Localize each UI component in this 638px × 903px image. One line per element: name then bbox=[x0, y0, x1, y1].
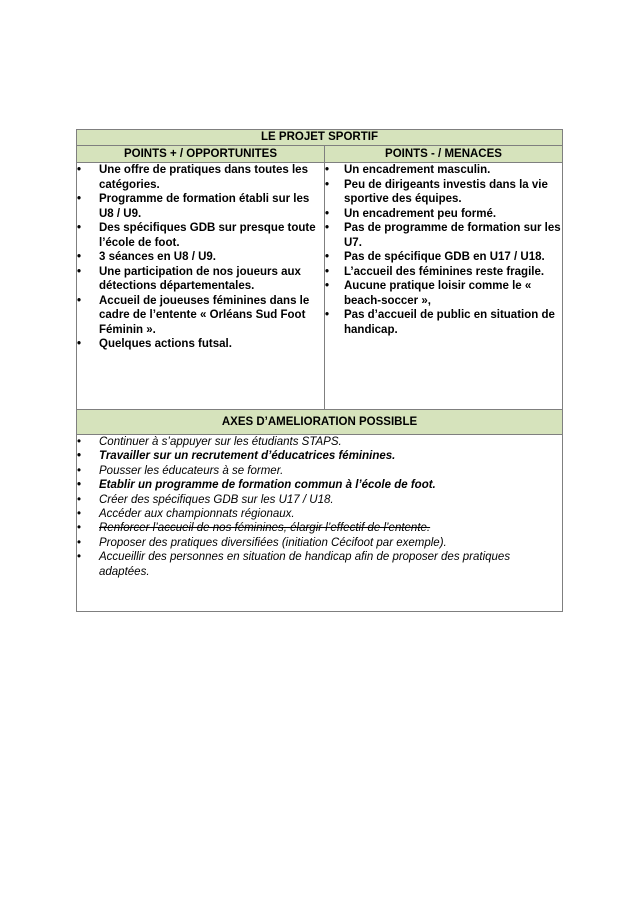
bullet-icon: • bbox=[325, 164, 330, 176]
list-item-text: Accéder aux championnats régionaux. bbox=[99, 508, 295, 521]
list-item-text: Un encadrement peu formé. bbox=[344, 207, 497, 220]
points-plus-cell bbox=[77, 163, 325, 410]
list-item-text: Aucune pratique loisir comme le « beach-soccer », bbox=[344, 280, 532, 307]
list-item bbox=[77, 250, 324, 265]
axes-cell bbox=[77, 435, 563, 612]
list-item bbox=[77, 294, 324, 338]
list-item bbox=[325, 279, 562, 308]
bullet-icon: • bbox=[77, 222, 82, 234]
points-minus-header: POINTS - / MENACES bbox=[325, 146, 563, 163]
list-item bbox=[325, 163, 562, 178]
list-item bbox=[77, 435, 562, 449]
list-item-text: Etablir un programme de formation commun à l’école de foot. bbox=[99, 479, 436, 492]
bullet-icon: • bbox=[77, 493, 82, 506]
list-item bbox=[77, 221, 324, 250]
list-item bbox=[77, 163, 324, 192]
list-item bbox=[77, 449, 562, 463]
bullet-icon: • bbox=[77, 265, 82, 278]
list-item-text: L’accueil des féminines reste fragile. bbox=[344, 265, 545, 278]
list-item bbox=[325, 308, 562, 337]
axes-title-row bbox=[77, 410, 563, 435]
content-row bbox=[77, 163, 563, 410]
bullet-icon: • bbox=[325, 178, 330, 191]
bullet-icon: • bbox=[77, 522, 82, 535]
list-item-text: Programme de formation établi sur les U8 / U9. bbox=[99, 193, 310, 220]
bullet-icon: • bbox=[77, 464, 82, 477]
bullet-icon: • bbox=[77, 164, 82, 176]
list-item-text: Accueillir des personnes en situation de handicap afin de proposer des pratiques adaptées. bbox=[99, 551, 511, 578]
points-minus-list bbox=[325, 163, 562, 337]
document-page bbox=[76, 129, 562, 612]
list-item bbox=[325, 178, 562, 207]
bullet-icon: • bbox=[77, 251, 82, 263]
list-item-text: Pas d’accueil de public en situation de handicap. bbox=[344, 309, 555, 336]
list-item-text: Pas de spécifique GDB en U17 / U18. bbox=[344, 251, 545, 263]
list-item bbox=[77, 536, 562, 550]
list-item-text: Renforcer l’accueil de nos féminines, élargir l’effectif de l’entente. bbox=[99, 522, 431, 535]
bullet-icon: • bbox=[325, 251, 330, 263]
sport-project-table bbox=[76, 129, 563, 612]
list-item bbox=[77, 478, 562, 492]
bullet-icon: • bbox=[77, 479, 82, 492]
list-item-text: Un encadrement masculin. bbox=[344, 164, 491, 176]
bullet-icon: • bbox=[77, 450, 82, 463]
list-item-text: Une participation de nos joueurs aux détections départementales. bbox=[99, 265, 301, 292]
axes-list bbox=[77, 435, 562, 579]
bullet-icon: • bbox=[325, 265, 330, 278]
bullet-icon: • bbox=[77, 508, 82, 521]
bullet-icon: • bbox=[325, 222, 330, 234]
bullet-icon: • bbox=[77, 551, 82, 564]
list-item-text: Pousser les éducateurs à se former. bbox=[99, 464, 284, 477]
list-item bbox=[77, 337, 324, 352]
list-item-text: Peu de dirigeants investis dans la vie sportive des équipes. bbox=[344, 178, 548, 205]
bullet-icon: • bbox=[325, 207, 330, 220]
axes-title: AXES D’AMELIORATION POSSIBLE bbox=[77, 410, 563, 435]
list-item bbox=[77, 265, 324, 294]
list-item bbox=[77, 493, 562, 507]
list-item bbox=[77, 507, 562, 521]
list-item bbox=[325, 207, 562, 222]
title-row bbox=[77, 130, 563, 146]
column-header-row bbox=[77, 146, 563, 163]
list-item-text: Accueil de joueuses féminines dans le cadre de l’entente « Orléans Sud Foot Féminin ». bbox=[99, 294, 310, 336]
bullet-icon: • bbox=[325, 280, 330, 292]
list-item bbox=[77, 550, 562, 579]
list-item-text: Quelques actions futsal. bbox=[99, 338, 232, 350]
list-item-text: Créer des spécifiques GDB sur les U17 / U18. bbox=[99, 493, 334, 506]
list-item-text: Continuer à s’appuyer sur les étudiants STAPS. bbox=[99, 436, 342, 448]
points-minus-cell bbox=[325, 163, 563, 410]
bullet-icon: • bbox=[77, 294, 82, 307]
bullet-icon: • bbox=[77, 536, 82, 549]
list-item-text: Une offre de pratiques dans toutes les catégories. bbox=[99, 164, 308, 191]
list-item bbox=[325, 250, 562, 265]
list-item bbox=[325, 265, 562, 280]
bullet-icon: • bbox=[77, 436, 82, 448]
list-item-text: Proposer des pratiques diversifiées (initiation Cécifoot par exemple). bbox=[99, 536, 447, 549]
points-plus-header: POINTS + / OPPORTUNITES bbox=[77, 146, 325, 163]
axes-row bbox=[77, 435, 563, 612]
list-item bbox=[77, 521, 562, 535]
list-item-text: Travailler sur un recrutement d’éducatrices féminines. bbox=[99, 450, 396, 463]
bullet-icon: • bbox=[77, 193, 82, 205]
points-plus-list bbox=[77, 163, 324, 352]
bullet-icon: • bbox=[325, 309, 330, 321]
list-item bbox=[77, 464, 562, 478]
list-item-text: 3 séances en U8 / U9. bbox=[99, 251, 216, 263]
list-item-text: Pas de programme de formation sur les U7. bbox=[344, 222, 561, 249]
list-item bbox=[325, 221, 562, 250]
list-item bbox=[77, 192, 324, 221]
list-item-text: Des spécifiques GDB sur presque toute l’école de foot. bbox=[99, 222, 316, 249]
table-title: LE PROJET SPORTIF bbox=[77, 130, 563, 146]
bullet-icon: • bbox=[77, 338, 82, 350]
